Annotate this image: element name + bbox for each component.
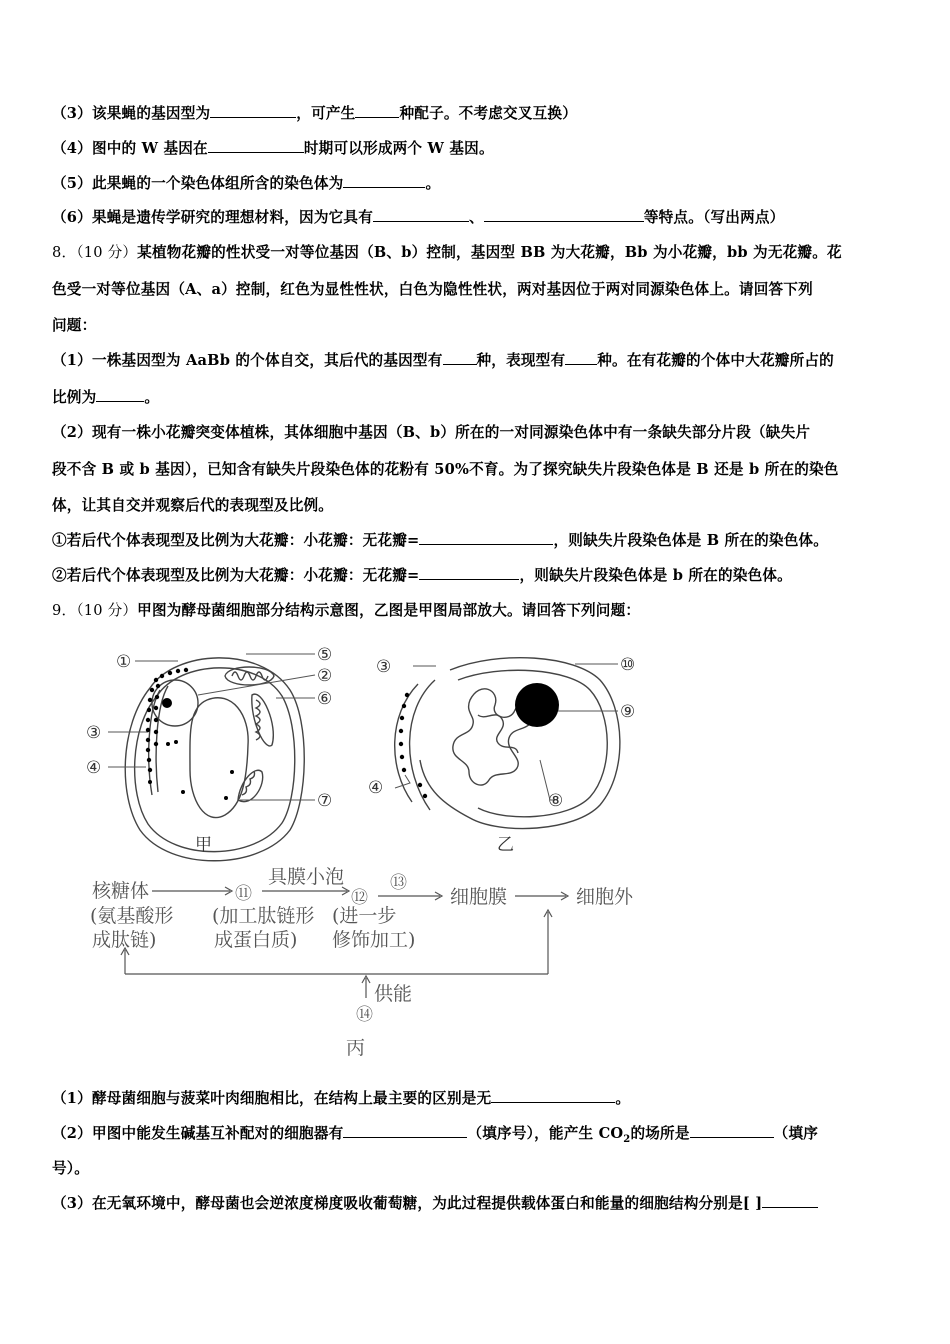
label-yi-8: ⑧	[548, 791, 564, 811]
caption-yi: 乙	[497, 835, 514, 855]
vacuole	[190, 698, 248, 818]
q7-part6: （6）果蝇是遗传学研究的理想材料，因为它具有 、 等特点。（写出两点）	[52, 209, 785, 226]
q8-part2c: 体，让其自交并观察后代的表现型及比例。	[52, 497, 334, 514]
answer-blank[interactable]	[690, 1123, 774, 1138]
answer-blank[interactable]	[491, 1088, 615, 1103]
q9-part1: （1）酵母菌细胞与菠菜叶肉细胞相比，在结构上最主要的区别是无 。	[52, 1090, 631, 1107]
answer-blank[interactable]	[343, 1123, 467, 1138]
q8-part1b: 比例为 。	[52, 389, 160, 406]
q7-part4: （4）图中的 W 基因在 时期可以形成两个 W 基因。	[52, 140, 494, 157]
label-jia-6: ⑥	[317, 689, 333, 709]
n12-note-1: (进一步	[332, 905, 397, 927]
q7-part3: （3）该果蝇的基因型为 ，可产生 种配子。不考虑交叉互换）	[52, 105, 578, 122]
n12-note-2: 修饰加工)	[332, 929, 416, 951]
q8-case2: ②若后代个体表现型及比例为大花瓣：小花瓣：无花瓣= ，则缺失片段染色体是 b 所在的染色体。	[52, 567, 792, 584]
nuclear-envelope-outer	[410, 680, 435, 810]
mitochondrion-bottom	[238, 770, 263, 801]
label-jia-4: ④	[86, 758, 102, 778]
label-jia-3: ③	[86, 723, 102, 743]
q7-part5: （5）此果蝇的一个染色体组所含的染色体为 。	[52, 175, 441, 192]
q8-part2a: （2）现有一株小花瓣突变体植株，其体细胞中基因（B、b）所在的一对同源染色体中有一条缺失部分片段（缺失片	[52, 424, 811, 441]
node-14: ⑭	[356, 1005, 373, 1025]
label-yi-4: ④	[368, 778, 384, 798]
caption-bing: 丙	[346, 1037, 366, 1059]
node-ribosome: 核糖体	[92, 880, 150, 902]
label-yi-9: ⑨	[620, 702, 636, 722]
node-12: ⑫	[351, 888, 368, 908]
node-outside: 细胞外	[576, 886, 634, 908]
q8-line2: 色受一对等位基因（A、a）控制，红色为显性性状，白色为隐性性状，两对基因位于两对同源染色体上。请回答下列	[52, 281, 813, 298]
n11-note-1: (加工肽链形	[212, 905, 315, 927]
node-11: ⑪	[235, 884, 252, 904]
q9-heading: 9．（10 分）甲图为酵母菌细胞部分结构示意图，乙图是甲图局部放大。请回答下列问题：	[52, 602, 641, 619]
cell-membrane	[135, 668, 295, 852]
q8-case1: ①若后代个体表现型及比例为大花瓣：小花瓣：无花瓣= ，则缺失片段染色体是 B 所在的染色体。	[52, 532, 829, 549]
q9-part2a: （2）甲图中能发生碱基互补配对的细胞器有 （填序号），能产生 $CO_2$的场所是 （填序	[52, 1125, 819, 1145]
label-jia-1: ①	[116, 652, 132, 672]
label-jia-2: ②	[317, 666, 333, 686]
node-membrane: 细胞膜	[450, 886, 508, 908]
answer-blank[interactable]	[762, 1193, 818, 1208]
mitochondrion-right	[252, 694, 273, 746]
q8-part1a: （1）一株基因型为 AaBb 的个体自交，其后代的基因型有 种，表现型有 种。在有花瓣的个体中大花瓣所占的	[52, 352, 834, 369]
label-yi-3: ③	[376, 657, 392, 677]
ribosome-note-1: (氨基酸形	[90, 905, 174, 927]
label-jia-7: ⑦	[317, 791, 333, 811]
label-jia-5: ⑤	[317, 645, 333, 665]
vesicle-label: 具膜小泡	[268, 866, 345, 888]
label-yi-10: ⑩	[620, 655, 636, 675]
nucleolus	[515, 683, 559, 727]
q9-part2b: 号）。	[52, 1160, 90, 1177]
q8-line3: 问题：	[52, 317, 97, 334]
ribosome-note-2: 成肽链)	[92, 929, 157, 951]
n11-note-2: 成蛋白质)	[214, 929, 298, 951]
node-13: ⑬	[390, 873, 407, 893]
caption-jia: 甲	[195, 835, 212, 855]
q9-part3: （3）在无氧环境中，酵母菌也会逆浓度梯度吸收葡萄糖，为此过程提供载体蛋白和能量的细胞结构分别是[ ]	[52, 1192, 818, 1213]
q8-heading: 8．（10 分）某植物花瓣的性状受一对等位基因（B、b）控制，基因型 BB 为大花瓣，Bb 为小花瓣，bb 为无花瓣。花	[52, 244, 842, 261]
q8-part2b: 段不含 B 或 b 基因），已知含有缺失片段染色体的花粉有 50%不育。为了探究缺失片段染色体是 B 还是 b 所在的染色	[52, 461, 839, 478]
energy-label: 供能	[374, 983, 413, 1005]
